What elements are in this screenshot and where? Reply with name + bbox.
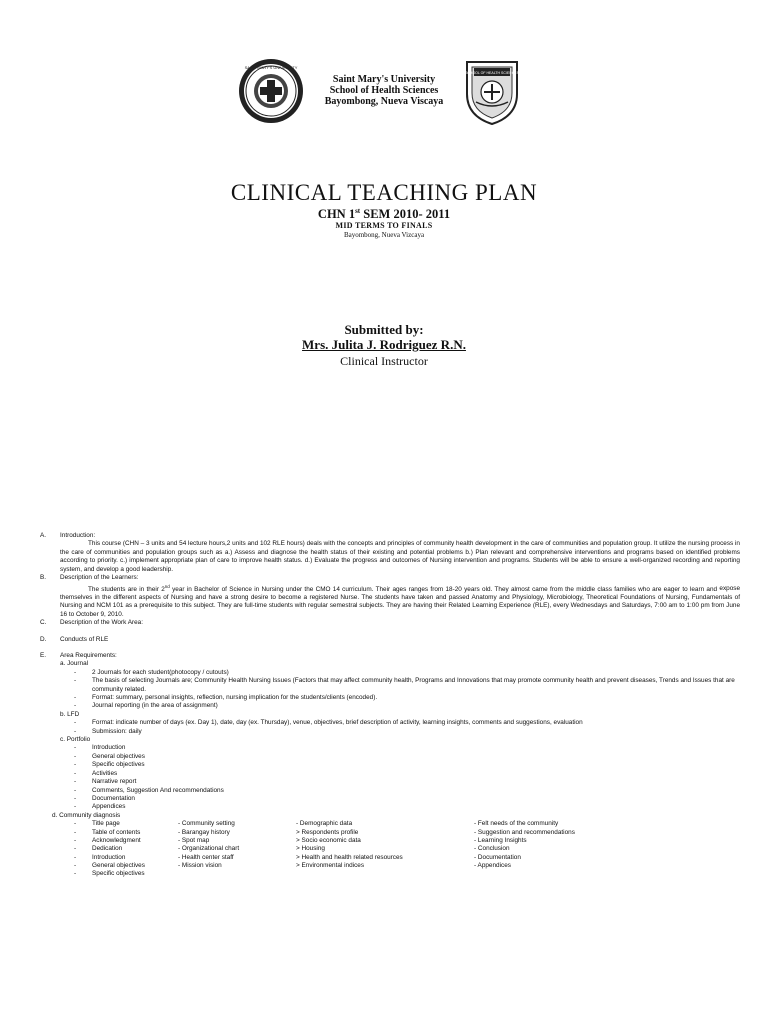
left-seal-text: SAINT MARY'S UNIVERSITY: [244, 65, 298, 70]
diagnosis-cell: Table of contents: [92, 828, 141, 836]
section-b-sup: nd: [164, 583, 170, 589]
list-item: - General objectives: [74, 752, 145, 760]
diagnosis-cell: - Mission vision: [178, 862, 222, 870]
diagnosis-cell: Specific objectives: [92, 870, 145, 878]
section-e-label: E.: [40, 652, 47, 659]
portfolio-item-7: Documentation: [92, 794, 135, 802]
bullet-dash: -: [74, 820, 77, 828]
section-b: [40, 574, 740, 619]
instructor-role: Clinical Instructor: [340, 354, 428, 368]
diagnosis-cell: - Demographic data: [296, 820, 353, 828]
diagnosis-cell: - Suggestion and recommendations: [474, 828, 575, 836]
section-b-text-first: [60, 583, 718, 593]
lfd-label: b. LFD: [60, 710, 80, 718]
title-location: Bayombong, Nueva Vizcaya: [343, 231, 425, 239]
list-item: - Format: summary, personal insights, reflection, nursing implication for the students/clients (encoded).: [74, 694, 378, 702]
plan-body: [40, 532, 740, 879]
table-row: [40, 829, 740, 837]
journal-item-1: 2 Journals for each student(photocopy / cutouts): [92, 668, 229, 676]
diagnosis-cell: - Appendices: [474, 862, 511, 870]
section-c: [40, 619, 740, 627]
table-row: [40, 837, 740, 845]
diagnosis-cell: - Spot map: [178, 836, 210, 844]
school-location: Bayombong, Nueva Viscaya: [324, 96, 444, 107]
term-coverage: MID TERMS TO FINALS: [335, 221, 433, 230]
section-c-title: Description of the Work Area:: [60, 619, 143, 627]
section-a: [40, 532, 740, 574]
section-b-text: [40, 582, 740, 619]
list-item: - 2 Journals for each student(photocopy / cutouts): [74, 668, 229, 676]
bullet-dash: -: [74, 853, 77, 861]
list-item: - Journal reporting (in the area of assignment): [74, 702, 218, 710]
university-name: Saint Mary's University: [332, 74, 436, 85]
course-semester-sup: st: [355, 207, 361, 215]
diagnosis-cell: - Learning Insights: [474, 836, 527, 844]
journal-item-2: The basis of selecting Journals are; Community Health Nursing Issues (Factors that may affect community health, Programs and Innovations that may promote community health and prevent diseases, Trends and Issues that are community related.: [92, 677, 735, 693]
diagnosis-cell: - Documentation: [474, 853, 521, 861]
portfolio-item-8: Appendices: [92, 803, 126, 811]
list-item: - Comments, Suggestion And recommendations: [74, 786, 224, 794]
submitted-by-label: Submitted by:: [344, 322, 424, 337]
diagnosis-cell: Dedication: [92, 845, 123, 853]
section-b-text-rest: expose themselves in the different aspects of Nursing and have a strong desire to become a registered Nurse. The students have taken and passed Anatomy and Physiology, Microbiology, Theoretical Foundations of Nursing, Fundamentals of Nursing and NCM 101 as a prerequisite to this subject. They are full-time students with regular semestral subjects. They are having their Related Learning Experience (RLE), every Wednesdays and Saturdays, 7:00 am to 1:00 pm from June 16 to October 9, 2010.: [60, 585, 740, 618]
journal-item-3: Format: summary, personal insights, reflection, nursing implication for the students/clients (encoded).: [92, 694, 378, 702]
bullet-dash: -: [74, 845, 77, 853]
section-e-title: Area Requirements:: [60, 652, 117, 659]
section-b-label: B.: [40, 574, 47, 582]
diagnosis-cell: > Housing: [296, 845, 325, 853]
diagnosis-cell: - Health center staff: [178, 853, 234, 861]
school-name: School of Health Sciences: [329, 85, 439, 96]
diagnosis-cell: > Socio economic data: [296, 836, 361, 844]
section-e: [40, 652, 740, 660]
list-item: - Specific objectives: [74, 761, 145, 769]
portfolio-item-5: Narrative report: [92, 778, 137, 786]
section-b-title: Description of the Learners:: [60, 574, 139, 582]
right-seal-text: SCHOOL OF HEALTH SCIENCES: [465, 71, 519, 75]
diagnosis-cell: > Respondents profile: [296, 828, 359, 836]
section-a-text-first: This course (CHN – 3 units and 54 lecture hours,2 units and 102 RLE hours) deals with the concepts and principles of community health development in the care of communities and population group. It utilize the: [88, 540, 687, 548]
journal-label: a. Journal: [60, 660, 89, 668]
diagnosis-cell: - Felt needs of the community: [474, 820, 559, 828]
section-b-text-b: year in Bachelor of Science in Nursing under the CMO 14 curriculum. Their ages ranges from 18-20 years old. They almost came from the middle class families who are eager to learn and: [169, 585, 718, 593]
diagnosis-label: d. Community diagnosis: [52, 811, 121, 819]
list-item: - Format: indicate number of days (ex. Day 1), date, day (ex. Thursday), venue, objectives, brief description of activity, learning insights, comments and suggestions, evaluation: [74, 719, 583, 727]
table-row: [40, 845, 740, 853]
diagnosis-cell: Acknowledgment: [92, 836, 141, 844]
diagnosis-cell: General objectives: [92, 862, 145, 870]
portfolio-item-4: Activities: [92, 769, 118, 777]
bullet-dash: -: [74, 862, 77, 870]
section-a-title: Introduction:: [60, 532, 96, 539]
bullet-dash: -: [74, 870, 77, 878]
diagnosis-cell: - Barangay history: [178, 828, 230, 836]
instructor-name: Mrs. Julita J. Rodriguez R.N.: [302, 337, 466, 352]
diagnosis-cell: Introduction: [92, 853, 126, 861]
section-d-label: D.: [40, 635, 47, 643]
lfd-item-1: Format: indicate number of days (ex. Day 1), date, day (ex. Thursday), venue, objectives, brief description of activity, learning insights, comments and suggestions, evaluation: [92, 719, 583, 727]
portfolio-item-6: Comments, Suggestion And recommendations: [92, 786, 224, 794]
journal-item-4: Journal reporting (in the area of assignment): [92, 702, 218, 710]
section-a-text-rest: nursing process in the care of communities and population groups such as a.) Assess and diagnose the health status of their existing and potential problems b.) Plan relevant and comprehensive interventions and programs based on identified problems according to priority. c.) implement appropriate plan of care to improve health status. d.) Evaluate the progress and outcomes of Nursing intervention and programs. Students will be able to ensure a well-organized recording and reporting system, and develop a good leadership.: [60, 540, 740, 573]
section-a-label: A.: [40, 532, 47, 539]
school-seal-right-icon: [462, 58, 522, 126]
portfolio-item-1: Introduction: [92, 744, 126, 752]
diagnosis-table: [40, 820, 740, 879]
list-item: - Introduction: [74, 744, 126, 752]
diagnosis-cell: - Community setting: [178, 820, 235, 828]
section-d-title: Conducts of RLE: [60, 635, 109, 643]
diagnosis-cell: - Organizational chart: [178, 845, 240, 853]
diagnosis-cell: > Environmental indices: [296, 862, 365, 870]
diagnosis-cell: Title page: [92, 820, 120, 828]
diagnosis-cell: - Conclusion: [474, 845, 510, 853]
table-row: [40, 854, 740, 862]
list-item: - Activities: [74, 769, 118, 777]
course-semester-prefix: CHN 1: [317, 207, 356, 222]
diagnosis-cell: > Health and health related resources: [296, 853, 403, 861]
university-seal-left-icon: [238, 58, 304, 124]
course-semester-suffix: SEM 2010- 2011: [360, 207, 451, 222]
section-a-text: [40, 540, 740, 574]
table-row: [40, 862, 740, 870]
portfolio-item-2: General objectives: [92, 752, 145, 760]
institution-block: [300, 74, 468, 107]
section-d: [40, 636, 740, 644]
course-semester: [0, 207, 768, 222]
bullet-dash: -: [74, 836, 77, 844]
list-item: - Submission: daily: [74, 727, 142, 735]
bullet-dash: -: [74, 828, 77, 836]
table-row: [40, 820, 740, 828]
list-item: - The basis of selecting Journals are; Community Health Nursing Issues (Factors that may affect community health, Programs and Innovations that may promote community health and prevent diseases, Trends and Issues that are community related.: [74, 677, 735, 693]
list-item: - Appendices: [74, 803, 126, 811]
portfolio-item-3: Specific objectives: [92, 761, 145, 769]
lfd-item-2: Submission: daily: [92, 727, 142, 735]
document-title: CLINICAL TEACHING PLAN: [230, 180, 538, 205]
list-item: - Narrative report: [74, 778, 137, 786]
portfolio-label: c. Portfolio: [60, 736, 91, 744]
section-b-text-a: The students are in their 2: [88, 585, 165, 593]
list-item: - Documentation: [74, 794, 135, 802]
section-c-label: C.: [40, 619, 47, 627]
table-row: [40, 870, 740, 878]
